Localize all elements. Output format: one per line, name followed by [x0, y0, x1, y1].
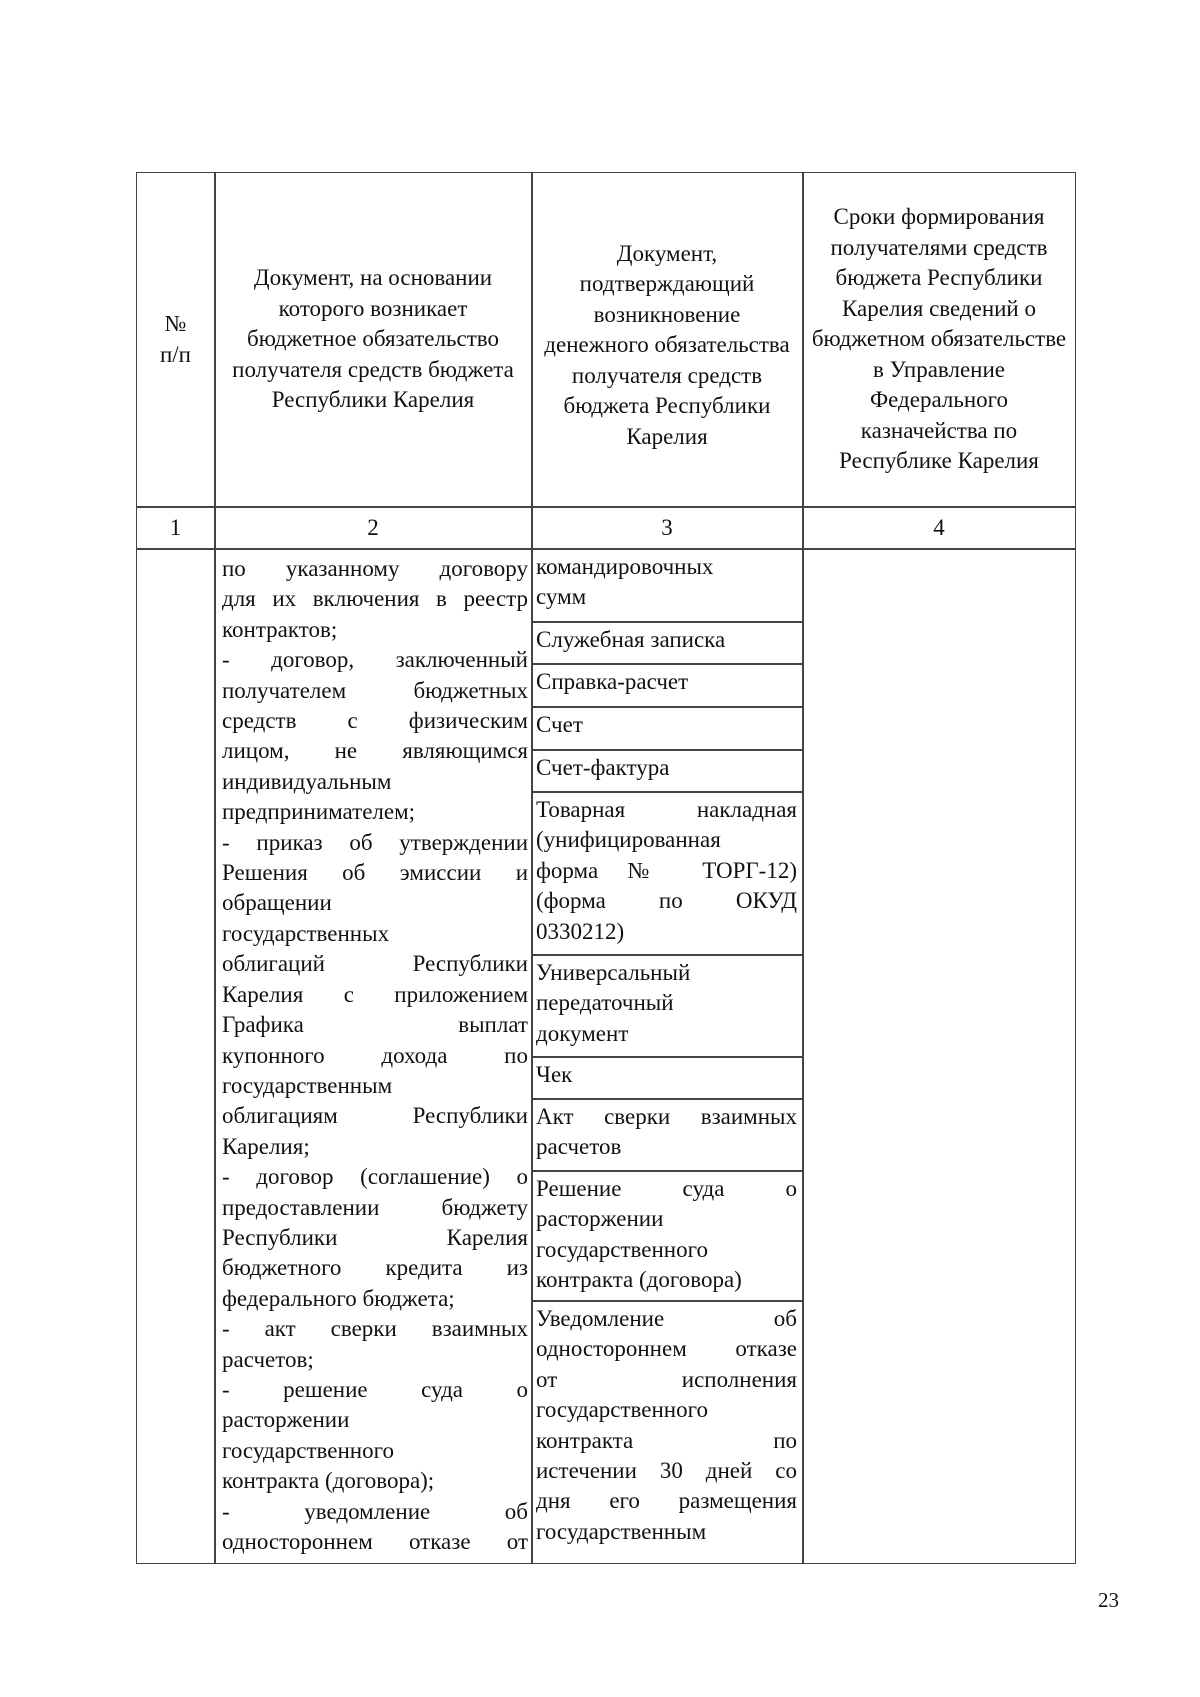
- basis-document-line: по указанному договору: [222, 556, 528, 581]
- confirming-document-line: Акт сверки взаимных: [536, 1104, 797, 1129]
- confirming-document-cell: [536, 1102, 797, 1163]
- basis-document-line: Карелия с приложением: [222, 981, 528, 1007]
- confirming-document-cell: [536, 753, 797, 783]
- confirming-document-line: дня его размещения: [536, 1488, 797, 1514]
- confirming-document-line: Чек: [536, 1062, 573, 1087]
- basis-document-line: Графика выплат: [222, 1012, 528, 1038]
- confirming-document-cell: [536, 1060, 797, 1090]
- confirming-document-cell: [536, 958, 797, 1049]
- confirming-document-line: сумм: [536, 584, 587, 610]
- column-number-4: 4: [933, 515, 945, 540]
- header-col-number: [137, 173, 214, 506]
- basis-document-line: государственных: [222, 920, 390, 946]
- basis-document-line: одностороннем отказе от: [222, 1529, 528, 1554]
- confirming-document-line: Товарная накладная: [536, 797, 797, 822]
- confirming-document-line: Универсальный: [536, 960, 691, 985]
- column-number-3: 3: [661, 515, 673, 540]
- basis-document-line: - решение суда о: [222, 1376, 528, 1402]
- basis-document-line: расчетов;: [222, 1346, 314, 1372]
- basis-document-line: - договор, заключенный: [222, 647, 528, 673]
- column-number-2: 2: [367, 515, 379, 540]
- confirming-document-cell: [536, 710, 797, 740]
- basis-document-line: Решения об эмиссии и: [222, 860, 528, 886]
- confirming-document-line: от исполнения: [536, 1366, 797, 1392]
- confirming-document-line: расчетов: [536, 1134, 622, 1160]
- basis-document-line: купонного дохода по: [222, 1042, 528, 1068]
- confirming-document-line: контракта по: [536, 1427, 797, 1453]
- basis-document-line: Карелия;: [222, 1133, 310, 1159]
- confirming-document-cell-divider: [531, 1170, 803, 1172]
- basis-document-line: лицом, не являющимся: [222, 738, 528, 764]
- basis-document-text: [222, 554, 528, 1557]
- header-col-deadlines-text: Сроки формирования получателями средств бюджета Республики Карелия сведений о бюджетном обязательстве в Управление Федерального казначейства по Республике Карелия: [811, 204, 1067, 474]
- confirming-document-cell-divider: [531, 749, 803, 751]
- basis-document-line: бюджетного кредита из: [222, 1255, 528, 1281]
- confirming-document-line: документ: [536, 1020, 629, 1046]
- confirming-document-cell: [536, 552, 797, 613]
- confirming-document-cell-divider: [531, 1098, 803, 1100]
- basis-document-line: - договор (соглашение) о: [222, 1164, 528, 1190]
- confirming-document-line: передаточный: [536, 990, 674, 1016]
- confirming-document-cell-divider: [531, 1056, 803, 1058]
- header-col-basis-document-text: Документ, на основании которого возникает бюджетное обязательство получателя средств бюджета Республики Карелия: [232, 265, 514, 413]
- header-col-confirming-document: [532, 173, 802, 506]
- number-row-divider: [136, 548, 1076, 550]
- basis-document-line: государственного: [222, 1437, 394, 1463]
- confirming-document-line: Служебная записка: [536, 627, 726, 652]
- confirming-document-cell-divider: [531, 663, 803, 665]
- confirming-document-line: государственного: [536, 1397, 708, 1423]
- basis-document-line: федерального бюджета;: [222, 1285, 455, 1311]
- header-col-basis-document: [215, 173, 531, 506]
- confirming-document-line: одностороннем отказе: [536, 1336, 797, 1362]
- basis-document-line: - приказ об утверждении: [222, 829, 528, 855]
- confirming-document-line: Счет-фактура: [536, 755, 670, 780]
- confirming-document-cell: [536, 1174, 797, 1296]
- confirming-document-cell: [536, 667, 797, 697]
- confirming-document-line: контракта (договора): [536, 1267, 742, 1293]
- confirming-document-line: командировочных: [536, 554, 714, 579]
- basis-document-line: предоставлении бюджету: [222, 1194, 528, 1220]
- confirming-document-line: истечении 30 дней со: [536, 1458, 797, 1484]
- basis-document-line: - акт сверки взаимных: [222, 1316, 528, 1342]
- confirming-document-line: государственного: [536, 1236, 708, 1262]
- confirming-document-line: 0330212): [536, 918, 625, 944]
- basis-document-line: получателем бюджетных: [222, 677, 528, 703]
- header-col-number-text: № п/п: [159, 311, 191, 367]
- confirming-document-cell-divider: [531, 1300, 803, 1302]
- confirming-document-line: Решение суда о: [536, 1176, 797, 1201]
- header-col-confirming-document-text: Документ, подтверждающий возникновение денежного обязательства получателя средств бюджета Республики Карелия: [544, 240, 790, 449]
- basis-document-line: контрактов;: [222, 616, 338, 642]
- basis-document-line: расторжении: [222, 1407, 350, 1433]
- confirming-document-cell-divider: [531, 621, 803, 623]
- basis-document-line: средств с физическим: [222, 708, 528, 734]
- basis-document-line: государственным: [222, 1072, 393, 1098]
- basis-document-line: контракта (договора);: [222, 1468, 435, 1494]
- confirming-document-line: Справка-расчет: [536, 669, 689, 694]
- confirming-document-line: Счет: [536, 712, 583, 737]
- basis-document-line: облигаций Республики: [222, 951, 528, 977]
- confirming-document-line: Уведомление об: [536, 1306, 797, 1331]
- basis-document-line: облигациям Республики: [222, 1103, 528, 1129]
- basis-document-line: для их включения в реестр: [222, 586, 528, 612]
- confirming-document-line: форма № ТОРГ-12): [536, 857, 797, 883]
- page-number: 23: [1098, 1588, 1119, 1612]
- basis-document-line: предпринимателем;: [222, 799, 416, 825]
- column-number-1: 1: [169, 515, 182, 540]
- basis-document-line: Республики Карелия: [222, 1224, 528, 1250]
- confirming-document-line: (унифицированная: [536, 827, 721, 853]
- confirming-document-line: (форма по ОКУД: [536, 888, 797, 914]
- confirming-document-line: расторжении: [536, 1206, 664, 1232]
- confirming-document-cell-divider: [531, 706, 803, 708]
- confirming-document-cell: [536, 625, 797, 655]
- confirming-document-line: государственным: [536, 1518, 707, 1544]
- confirming-document-cell-divider: [531, 954, 803, 956]
- confirming-document-cell: [536, 795, 797, 947]
- confirming-document-cell: [536, 1304, 797, 1547]
- basis-document-line: индивидуальным: [222, 768, 392, 794]
- header-col-deadlines: [803, 173, 1075, 506]
- basis-document-line: обращении: [222, 890, 332, 916]
- confirming-document-cell-divider: [531, 791, 803, 793]
- basis-document-line: - уведомление об: [222, 1498, 528, 1524]
